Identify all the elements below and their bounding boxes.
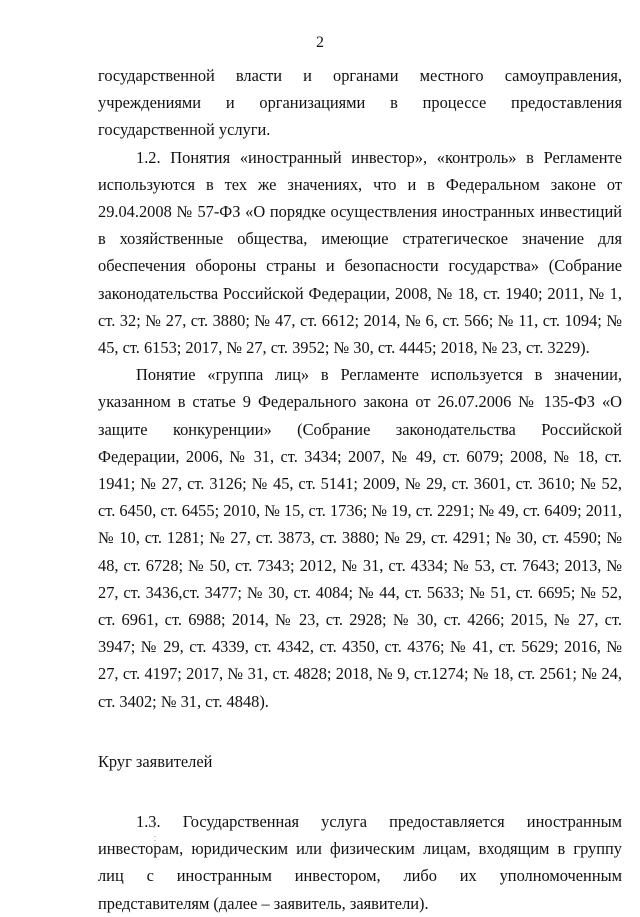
- page-number: 2: [316, 34, 324, 51]
- paragraph-1-3: 1.3. Государственная услуга предоставляется иностранным инвесторам, юридическим или физическим лицам, входящим в группу лиц с иностранным инвестором, либо их уполномоченным представителям (далее – заявитель, заявители).: [98, 812, 622, 913]
- paragraph-1-2: 1.2. Понятия «иностранный инвестор», «контроль» в Регламенте используются в тех же значениях, что и в Федеральном законе от 29.04.2008 № 57-ФЗ «О порядке осуществления иностранных инвестиций в хозяйственные общества, имеющие стратегическое значение для обеспечения обороны страны и безопасности государства» (Собрание законодательства Российской Федерации, 2008, № 18, ст. 1940; 2011, № 1, ст. 32; № 27, ст. 3880; № 47, ст. 6612; 2014, № 6, ст. 566; № 11, ст. 1094; № 45, ст. 6153; 2017, № 27, ст. 3952; № 30, ст. 4445; 2018, № 23, ст. 3229).: [98, 147, 622, 358]
- section-heading: Круг заявителей: [98, 751, 213, 771]
- paragraph-group-of-persons: Понятие «группа лиц» в Регламенте используется в значении, указанном в статье 9 Федерального закона от 26.07.2006 № 135-ФЗ «О защите конкуренции» (Собрание законодательства Российской Федерации, 2006, № 31, ст. 3434; 2007, № 49, ст. 6079; 2008, № 18, ст. 1941; № 27, ст. 3126; № 45, ст. 5141; 2009, № 29, ст. 3601, ст. 3610; № 52, ст. 6450, ст. 6455; 2010, № 15, ст. 1736; № 19, ст. 2291; № 49, ст. 6409; 2011, № 10, ст. 1281; № 27, ст. 3873, ст. 3880; № 29, ст. 4291; № 30, ст. 4590; № 48, ст. 6728; № 50, ст. 7343; 2012, № 31, ст. 4334; № 53, ст. 7643; 2013, № 27, ст. 3436,ст. 3477; № 30, ст. 4084; № 44, ст. 5633; № 51, ст. 6695; № 52, ст. 6961, ст. 6988; 2014, № 23, ст. 2928; № 30, ст. 4266; 2015, № 27, ст. 3947; № 29, ст. 4339, ст. 4342, ст. 4350, ст. 4376; № 41, ст. 5629; 2016, № 27, ст. 4197; 2017, № 31, ст. 4828; 2018, № 9, ст.1274; № 18, ст. 2561; № 24, ст. 3402; № 31, ст. 4848).: [98, 365, 622, 711]
- paragraph-continuation: государственной власти и органами местного самоуправления, учреждениями и организациями в процессе предоставления государственной услуги.: [98, 66, 622, 140]
- document-body: [98, 62, 622, 917]
- scan-artifact-mark: [150, 820, 158, 850]
